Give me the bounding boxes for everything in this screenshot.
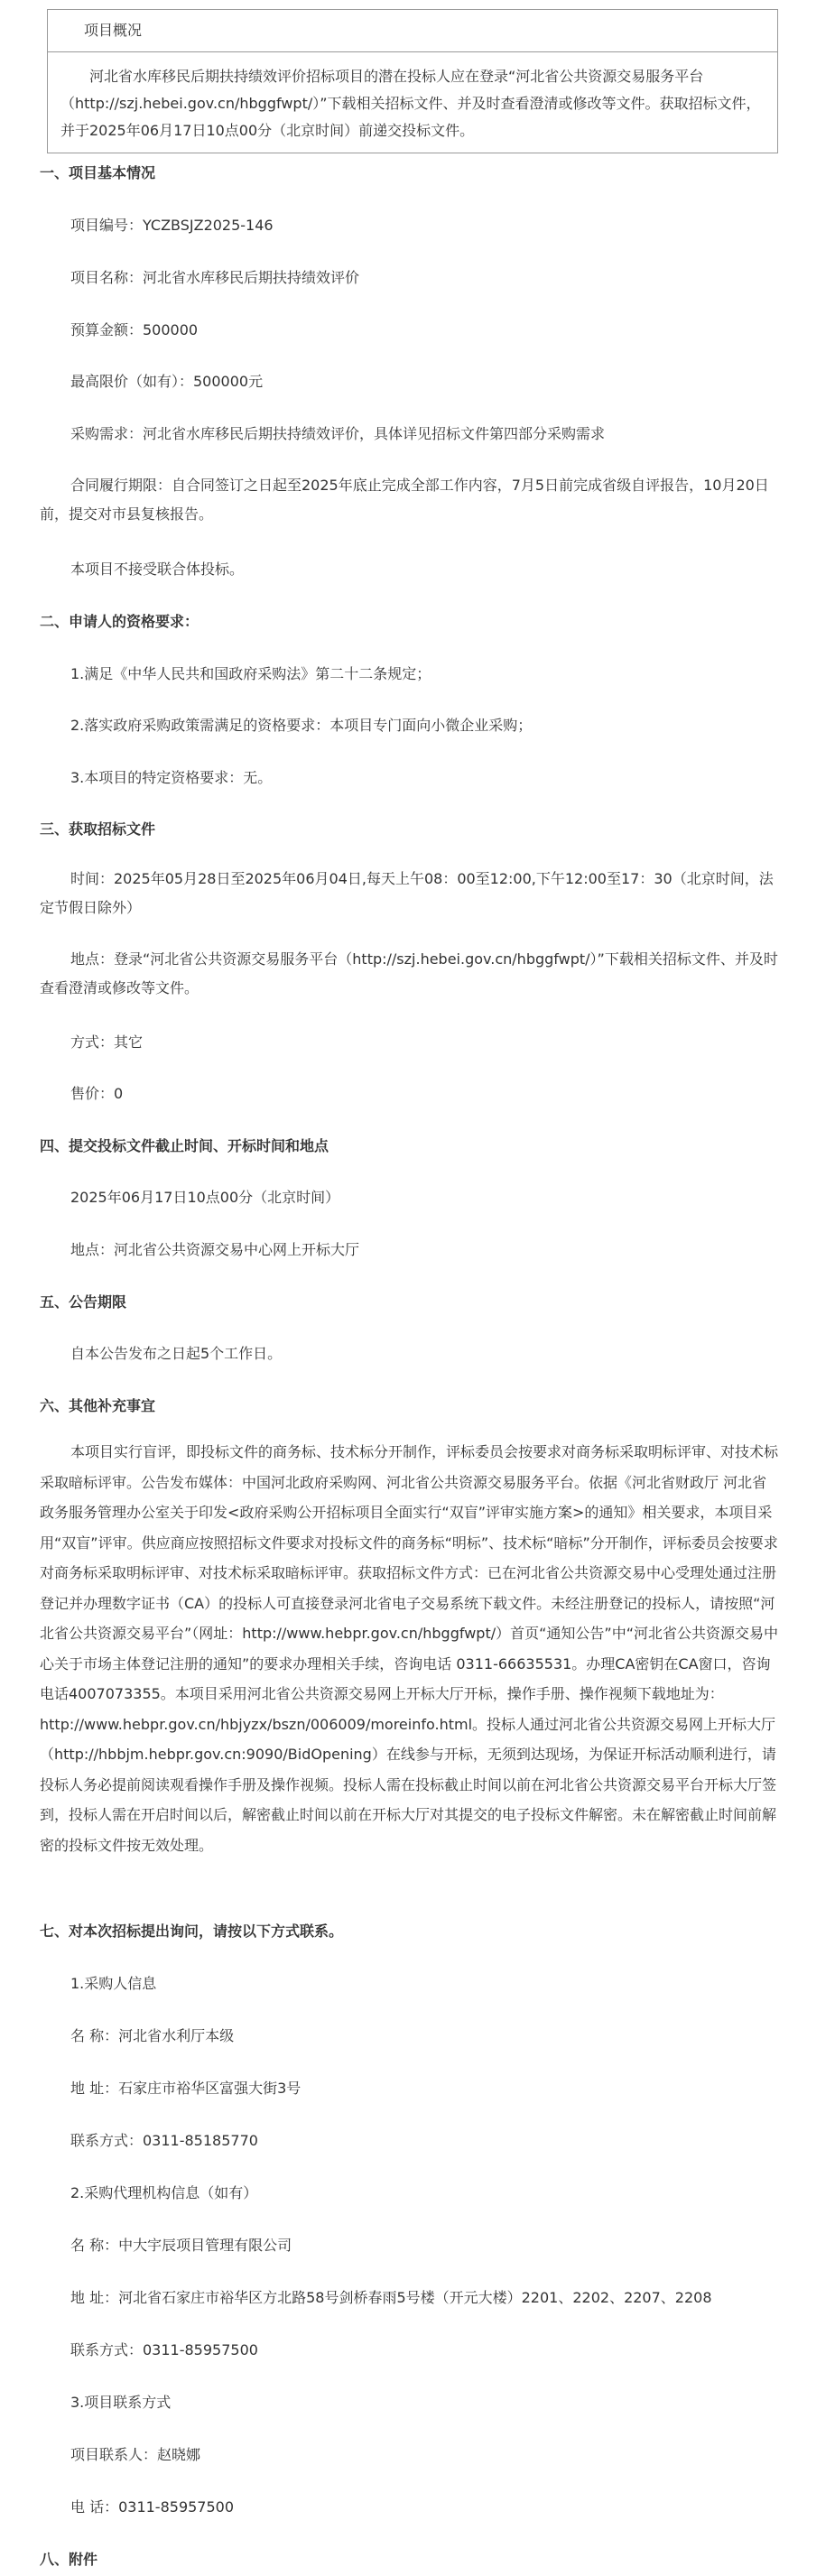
deadline-time: 2025年06月17日10点00分（北京时间） (70, 1189, 340, 1206)
section3-heading: 三、获取招标文件 (40, 820, 156, 838)
obtain-method: 方式：其它 (70, 1033, 144, 1051)
obtain-location: 地点：登录“河北省公共资源交易服务平台（http://szj.hebei.gov.cn/hbggfwpt/）”下载相关招标文件、并及时查看澄清或修改等文件。 (40, 950, 778, 996)
project-contact-person: 项目联系人：赵晓娜 (70, 2446, 201, 2463)
purchaser-name: 名 称：河北省水利厅本级 (70, 2027, 235, 2044)
max-price: 最高限价（如有）：500000元 (70, 373, 264, 390)
opening-location: 地点：河北省公共资源交易中心网上开标大厅 (70, 1241, 360, 1258)
section7-heading: 七、对本次招标提出询问，请按以下方式联系。 (40, 1923, 344, 1940)
project-overview-box (47, 9, 778, 153)
project-name: 项目名称：河北省水库移民后期扶持绩效评价 (70, 269, 360, 286)
agency-address: 地 址：河北省石家庄市裕华区方北路58号剑桥春雨5号楼（开元大楼）2201、2202、2207、2208 (70, 2289, 712, 2306)
agency-name: 名 称：中大宇辰项目管理有限公司 (70, 2237, 292, 2254)
agency-phone: 联系方式：0311-85957500 (70, 2341, 258, 2358)
budget-amount: 预算金额：500000 (70, 321, 199, 338)
section8-heading: 八、附件 (40, 2551, 98, 2568)
project-contact-phone: 电 话：0311-85957500 (70, 2498, 235, 2516)
qualification-item-3: 3.本项目的特定资格要求：无。 (70, 769, 273, 786)
qualification-item-2: 2.落实政府采购政策需满足的资格要求：本项目专门面向小微企业采购； (70, 717, 533, 734)
section6-heading: 六、其他补充事宜 (40, 1397, 156, 1414)
overview-title: 项目概况 (48, 10, 777, 52)
qualification-item-1: 1.满足《中华人民共和国政府采购法》第二十二条规定； (70, 665, 431, 682)
obtain-time: 时间：2025年05月28日至2025年06月04日,每天上午08：00至12:00,下午12:00至17：30（北京时间，法定节假日除外） (40, 870, 774, 916)
section5-heading: 五、公告期限 (40, 1293, 127, 1311)
agency-info-title: 2.采购代理机构信息（如有） (70, 2184, 258, 2201)
consortium-note: 本项目不接受联合体投标。 (70, 561, 245, 578)
purchaser-info-title: 1.采购人信息 (70, 1975, 157, 1992)
contract-period: 合同履行期限：自合同签订之日起至2025年底止完成全部工作内容，7月5日前完成省级自评报告，10月20日前，提交对市县复核报告。 (40, 477, 769, 523)
project-contact-title: 3.项目联系方式 (70, 2394, 172, 2411)
announcement-period: 自本公告发布之日起5个工作日。 (70, 1345, 283, 1362)
section2-heading: 二、申请人的资格要求： (40, 613, 199, 630)
purchaser-address: 地 址：石家庄市裕华区富强大街3号 (70, 2080, 302, 2097)
overview-text: 河北省水库移民后期扶持绩效评价招标项目的潜在投标人应在登录“河北省公共资源交易服务平台（http://szj.hebei.gov.cn/hbggfwpt/）”下载相关招标文件、并及时查看澄清或修改等文件。获取招标文件，并于2025年06月17日10点00分（北京时间）前递交投标文件。 (60, 68, 761, 139)
procurement-requirement: 采购需求：河北省水库移民后期扶持绩效评价，具体详见招标文件第四部分采购需求 (70, 425, 606, 442)
supplementary-matters: 本项目实行盲评，即投标文件的商务标、技术标分开制作，评标委员会按要求对商务标采取明标评审、对技术标采取暗标评审。公告发布媒体：中国河北政府采购网、河北省公共资源交易服务平台。依据《河北省财政厅 河北省政务服务管理办公室关于印发<政府采购公开招标项目全面实行“双盲”评审实施方案>的通知》相关要求，本项目采用“双盲”评审。供应商应按照招标文件要求对投标文件的商务标“明标”、技术标“暗标”分开制作，评标委员会按要求对商务标采取明标评审、对技术标采取暗标评审。获取招标文件方式：已在河北省公共资源交易中心受理处通过注册登记并办理数字证书（CA）的投标人可直接登录河北省电子交易系统下载文件。未经注册登记的投标人，请按照“河北省公共资源交易平台”（网址：http://www.hebpr.gov.cn/hbggfwpt/）首页“通知公告”中“河北省公共资源交易中心关于市场主体登记注册的通知”的要求办理相关手续，咨询电话 0311-66635531。办理CA密钥在CA窗口，咨询电话4007073355。本项目采用河北省公共资源交易网上开标大厅开标，操作手册、操作视频下载地址为：http://www.hebpr.gov.cn/hbjyzx/bszn/006009/moreinfo.html。投标人通过河北省公共资源交易网上开标大厅（http://hbbjm.hebpr.gov.cn:9090/BidOpening）在线参与开标，无须到达现场，为保证开标活动顺利进行，请投标人务必提前阅读观看操作手册及操作视频。投标人需在投标截止时间以前在河北省公共资源交易平台开标大厅签到，投标人需在开启时间以后，解密截止时间以前在开标大厅对其提交的电子投标文件解密。未在解密截止时间前解密的投标文件按无效处理。 (40, 1443, 779, 1854)
section4-heading: 四、提交投标文件截止时间、开标时间和地点 (40, 1137, 329, 1154)
section1-heading: 一、项目基本情况 (40, 164, 156, 181)
project-number: 项目编号：YCZBSJZ2025-146 (70, 217, 274, 234)
obtain-price: 售价：0 (70, 1085, 124, 1102)
purchaser-phone: 联系方式：0311-85185770 (70, 2132, 258, 2149)
